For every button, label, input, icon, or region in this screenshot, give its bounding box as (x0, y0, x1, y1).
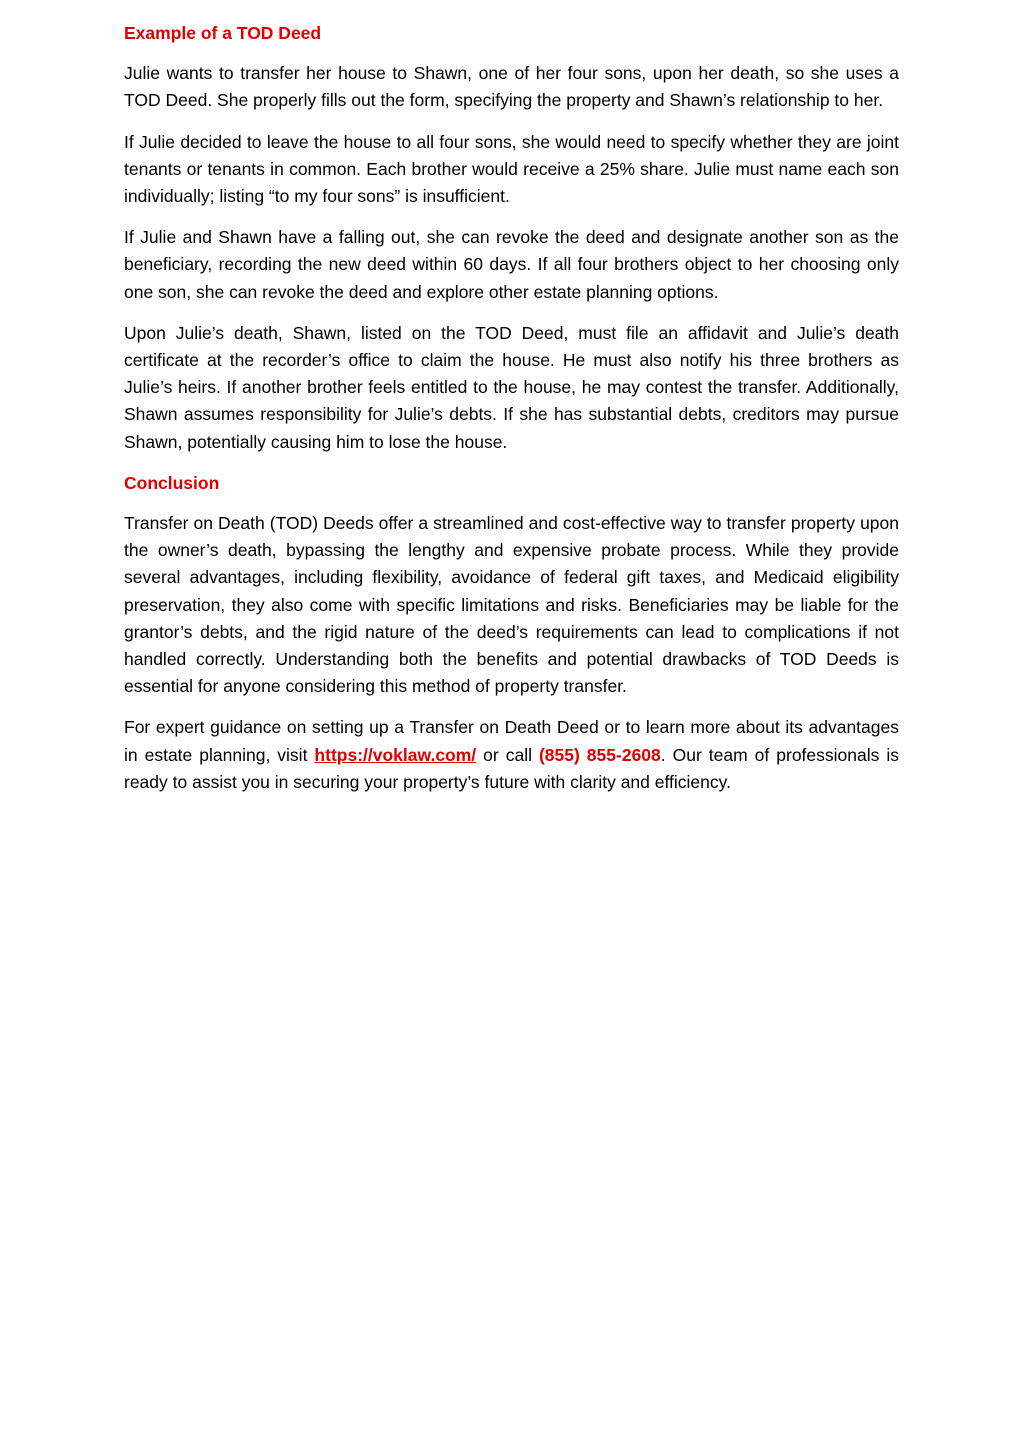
cta-text-after: . Our team of professionals is ready to assist you in securing your property’s future with clarity and efficiency. (124, 744, 900, 792)
section-heading-conclusion: Conclusion (124, 472, 220, 493)
section-heading-example: Example of a TOD Deed (124, 23, 322, 43)
paragraph-intro: Julie wants to transfer her house to Shawn, one of her four sons, upon her death, so she uses a TOD Deed. She properly fills out the form, specifying the property and Shawn’s relationship to her. (124, 63, 899, 111)
paragraph-cta (124, 714, 899, 796)
paragraph-death: Upon Julie’s death, Shawn, listed on the TOD Deed, must file an affidavit and Julie’s death certificate at the recorder’s office to claim the house. He must also notify his three brothers as Julie’s heirs. If another brother feels entitled to the house, he may contest the transfer. Additionally, Shawn assumes responsibility for Julie’s debts. If she has substantial debts, creditors may pursue Shawn, potentially causing him to lose the house. (124, 322, 899, 452)
document-page (124, 20, 899, 810)
paragraph-revoke: If Julie and Shawn have a falling out, she can revoke the deed and designate another son as the beneficiary, recording the new deed within 60 days. If all four brothers object to her choosing only one son, she can revoke the deed and explore other estate planning options. (124, 227, 899, 302)
website-link[interactable]: https://voklaw.com/ (314, 744, 477, 765)
paragraph-conclusion: Transfer on Death (TOD) Deeds offer a streamlined and cost-effective way to transfer property upon the owner’s death, bypassing the lengthy and expensive probate process. While they provide several advantages, including flexibility, avoidance of federal gift taxes, and Medicaid eligibility preservation, they also come with specific limitations and risks. Beneficiaries may be liable for the grantor’s debts, and the rigid nature of the deed’s requirements can lead to complications if not handled correctly. Understanding both the benefits and potential drawbacks of TOD Deeds is essential for anyone considering this method of property transfer. (124, 513, 899, 697)
cta-text-or-call: or call (476, 744, 539, 765)
phone-number[interactable]: (855) 855-2608 (538, 744, 661, 765)
paragraph-four-sons: If Julie decided to leave the house to all four sons, she would need to specify whether they are joint tenants or tenants in common. Each brother would receive a 25% share. Julie must name each son individually; listing “to my four sons” is insufficient. (124, 131, 899, 207)
cta-text-before-link: For expert guidance on setting up a Transfer on Death Deed or to learn more about its advantages in estate planning, visit (124, 717, 899, 765)
